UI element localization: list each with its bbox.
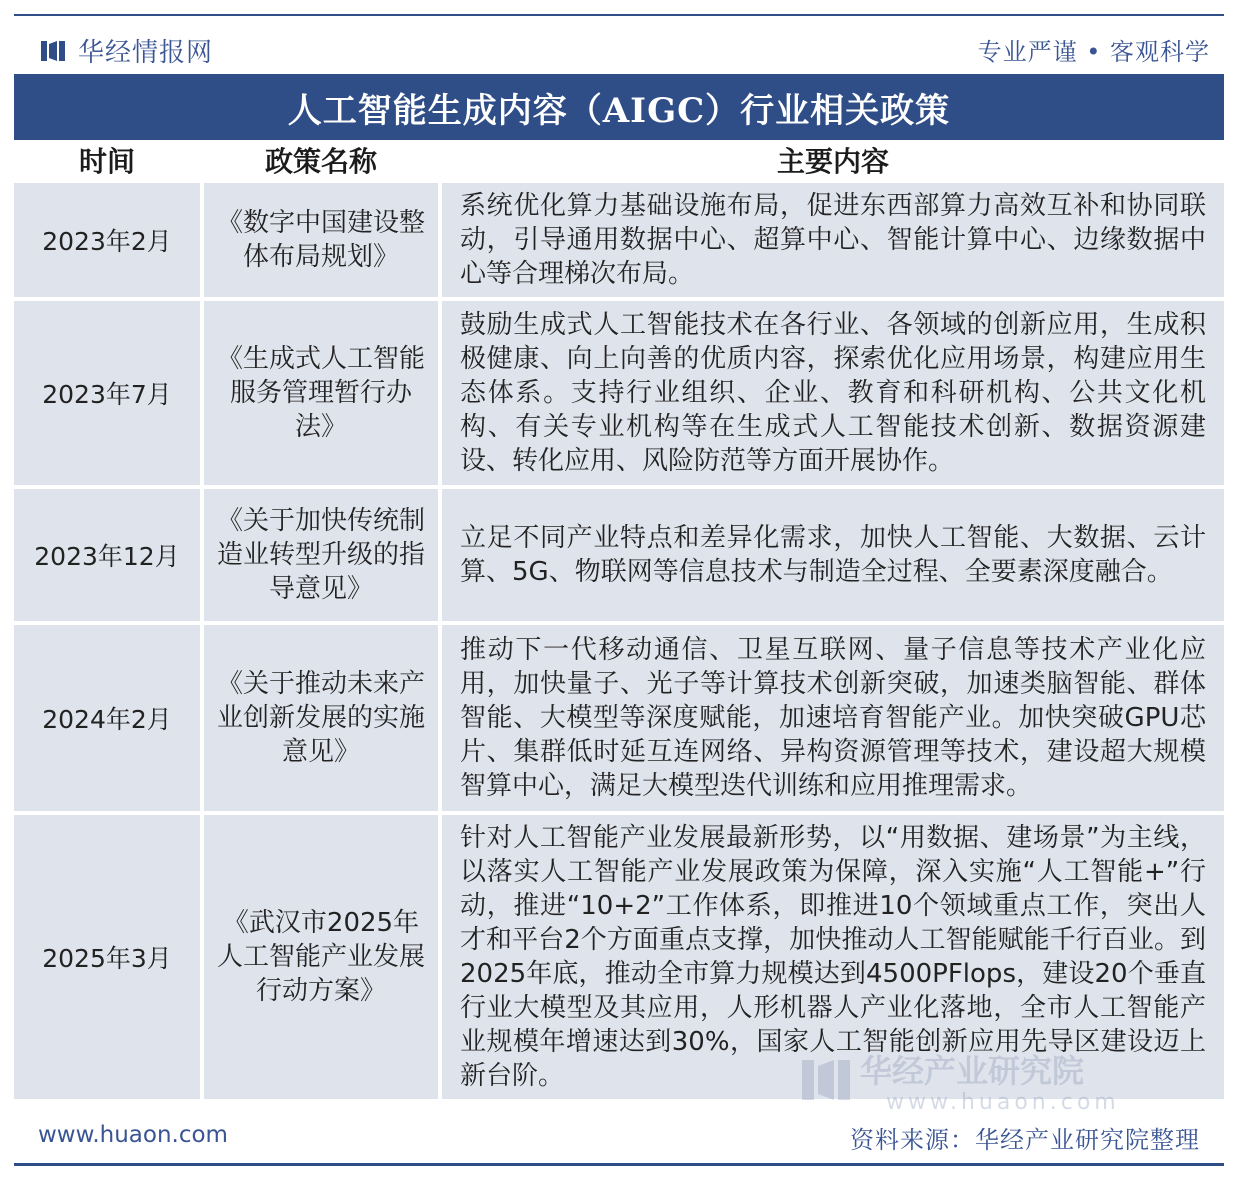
row-policy-name: 《武汉市2025年人工智能产业发展行动方案》 — [204, 815, 438, 1099]
table-row — [14, 815, 1224, 1099]
footer-url-link[interactable]: www.huaon.com — [38, 1122, 228, 1148]
page-title: 人工智能生成内容（AIGC）行业相关政策 — [14, 74, 1224, 140]
row-content: 系统优化算力基础设施布局，促进东西部算力高效互补和协同联动，引导通用数据中心、超算中心、智能计算中心、边缘数据中心等合理梯次布局。 — [442, 183, 1224, 297]
row-policy-name: 《生成式人工智能服务管理暂行办法》 — [204, 301, 438, 485]
row-date: 2023年12月 — [14, 489, 200, 621]
watermark-text: 华经产业研究院 — [860, 1052, 1085, 1090]
top-rule — [14, 14, 1224, 16]
brand-logo-icon — [40, 38, 66, 64]
row-content: 鼓励生成式人工智能技术在各行业、各领域的创新应用，生成积极健康、向上向善的优质内容，探索优化应用场景，构建应用生态体系。支持行业组织、企业、教育和科研机构、公共文化机构、有关专业机构等在生成式人工智能技术创新、数据资源建设、转化应用、风险防范等方面开展协作。 — [442, 301, 1224, 485]
brand-name: 华经情报网 — [78, 38, 214, 68]
table-row — [14, 301, 1224, 485]
column-header-date: 时间 — [78, 145, 135, 178]
row-content: 立足不同产业特点和差异化需求，加快人工智能、大数据、云计算、5G、物联网等信息技术与制造全过程、全要素深度融合。 — [442, 489, 1224, 621]
row-policy-name: 《数字中国建设整体布局规划》 — [204, 183, 438, 297]
brand — [40, 32, 213, 69]
table-row — [14, 183, 1224, 297]
footer-source: 资料来源：华经产业研究院整理 — [850, 1126, 1200, 1154]
row-date: 2023年2月 — [14, 183, 200, 297]
row-content: 针对人工智能产业发展最新形势，以“用数据、建场景”为主线，以落实人工智能产业发展政策为保障，深入实施“人工智能+”行动，推进“10+2”工作体系，即推进10个领域重点工作，突出人才和平台2个方面重点支撑，加快推动人工智能赋能千行百业。到2025年底，推动全市算力规模达到4500PFlops，建设20个垂直行业大模型及其应用，人形机器人产业化落地，全市人工智能产业规模年增速达到30%，国家人工智能创新应用先导区建设迈上新台阶。 — [442, 815, 1224, 1099]
row-policy-name: 《关于推动未来产业创新发展的实施意见》 — [204, 625, 438, 811]
table-row — [14, 625, 1224, 811]
watermark-url: www.huaon.com — [886, 1090, 1120, 1115]
column-header-content: 主要内容 — [776, 145, 889, 178]
table-row — [14, 489, 1224, 621]
column-header-name: 政策名称 — [264, 145, 377, 178]
row-content: 推动下一代移动通信、卫星互联网、量子信息等技术产业化应用，加快量子、光子等计算技术创新突破，加速类脑智能、群体智能、大模型等深度赋能，加速培育智能产业。加快突破GPU芯片、集群低时延互连网络、异构资源管理等技术，建设超大规模智算中心，满足大模型迭代训练和应用推理需求。 — [442, 625, 1224, 811]
row-date: 2023年7月 — [14, 301, 200, 485]
row-date: 2024年2月 — [14, 625, 200, 811]
row-policy-name: 《关于加快传统制造业转型升级的指导意见》 — [204, 489, 438, 621]
header — [14, 18, 1224, 74]
row-date: 2025年3月 — [14, 815, 200, 1099]
slogan: 专业严谨 • 客观科学 — [977, 38, 1210, 66]
bottom-rule — [14, 1163, 1224, 1166]
